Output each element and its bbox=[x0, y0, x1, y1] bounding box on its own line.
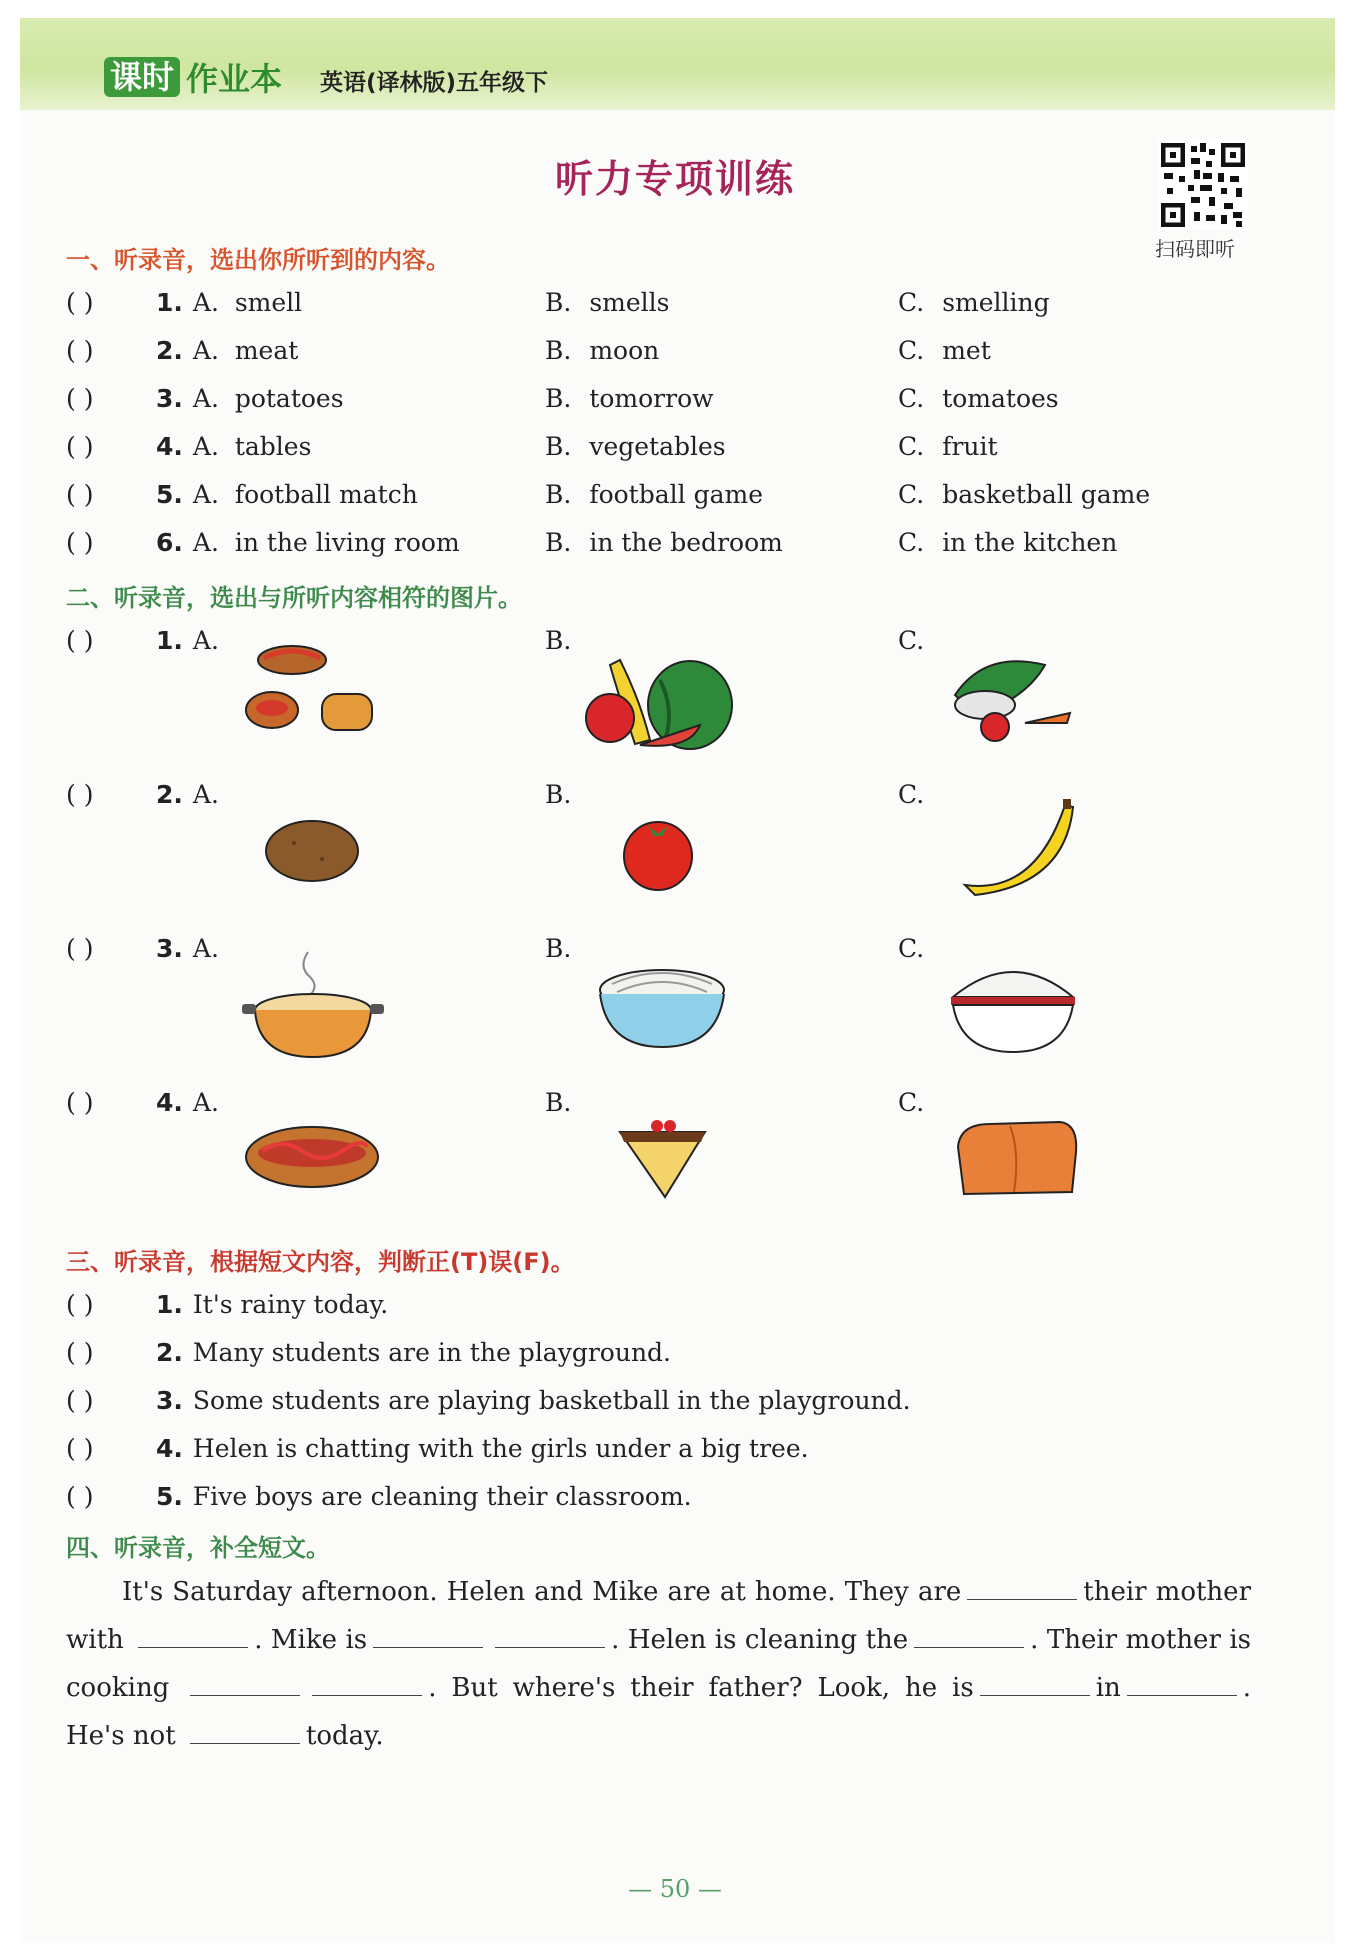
s1-item-2 bbox=[66, 336, 298, 365]
item-number: 6. bbox=[156, 528, 183, 557]
bread-picture[interactable] bbox=[950, 1112, 1080, 1200]
logo-right: 作业本 bbox=[186, 60, 283, 98]
item-number: 2. bbox=[156, 336, 183, 365]
option-letter: A. bbox=[192, 1088, 219, 1117]
page-title: 听力专项训练 bbox=[554, 157, 795, 201]
option-b-text: moon bbox=[589, 336, 660, 365]
fill-blank[interactable] bbox=[190, 1717, 300, 1744]
option-b-text: in the bedroom bbox=[589, 528, 783, 557]
item-number: 5. bbox=[156, 480, 183, 509]
answer-blank[interactable]: ( ) bbox=[66, 626, 94, 655]
qr-code-icon[interactable] bbox=[1158, 140, 1248, 230]
statement-text: Five boys are cleaning their classroom. bbox=[192, 1482, 692, 1511]
s1-option-c bbox=[898, 384, 1059, 413]
option-letter: B. bbox=[545, 384, 572, 413]
answer-blank[interactable]: ( ) bbox=[66, 384, 94, 413]
rice-picture[interactable] bbox=[943, 952, 1083, 1057]
hotdog-bread-picture[interactable] bbox=[240, 632, 390, 742]
subject-label: 英语(译林版)五年级下 bbox=[320, 70, 549, 96]
s2-item-3 bbox=[66, 934, 219, 963]
answer-blank[interactable]: ( ) bbox=[66, 1338, 94, 1367]
s1-option-b bbox=[545, 384, 714, 413]
tomato-picture[interactable] bbox=[617, 812, 699, 892]
s1-option-c bbox=[898, 288, 1050, 317]
logo-left: 课时 bbox=[104, 57, 180, 97]
item-number: 4. bbox=[156, 432, 183, 461]
item-number: 1. bbox=[156, 288, 183, 317]
option-letter: B. bbox=[545, 626, 572, 655]
fill-blank[interactable] bbox=[980, 1669, 1090, 1696]
noodles-picture[interactable] bbox=[592, 952, 732, 1052]
option-letter: A. bbox=[192, 384, 219, 413]
item-number: 2. bbox=[156, 780, 183, 809]
option-letter: C. bbox=[898, 336, 925, 365]
s1-option-b bbox=[545, 480, 763, 509]
s1-item-6 bbox=[66, 528, 460, 557]
s1-option-b bbox=[545, 288, 669, 317]
item-number: 3. bbox=[156, 1386, 183, 1415]
fill-blank[interactable] bbox=[138, 1621, 248, 1648]
section4-heading: 四、听录音，补全短文。 bbox=[66, 1534, 330, 1562]
answer-blank[interactable]: ( ) bbox=[66, 528, 94, 557]
passage-text: . Their mother is cooking bbox=[66, 1625, 1251, 1703]
passage-text: . Helen is cleaning the bbox=[611, 1625, 909, 1655]
s3-item-2 bbox=[66, 1338, 671, 1367]
s1-option-c bbox=[898, 480, 1150, 509]
option-letter: B. bbox=[545, 934, 572, 963]
option-letter: C. bbox=[898, 480, 925, 509]
answer-blank[interactable]: ( ) bbox=[66, 288, 94, 317]
option-letter: A. bbox=[192, 780, 219, 809]
passage-text: in bbox=[1095, 1673, 1121, 1703]
cake-picture[interactable] bbox=[615, 1112, 710, 1202]
answer-blank[interactable]: ( ) bbox=[66, 480, 94, 509]
item-number: 4. bbox=[156, 1434, 183, 1463]
answer-blank[interactable]: ( ) bbox=[66, 1386, 94, 1415]
fill-blank[interactable] bbox=[1127, 1669, 1237, 1696]
passage-text: It's Saturday afternoon. Helen and Mike are at home. They are bbox=[122, 1577, 962, 1607]
s3-item-3 bbox=[66, 1386, 911, 1415]
cloze-passage bbox=[66, 1568, 1251, 1760]
option-a-text: in the living room bbox=[234, 528, 460, 557]
fill-blank[interactable] bbox=[914, 1621, 1024, 1648]
s1-option-c bbox=[898, 528, 1117, 557]
option-b-text: football game bbox=[589, 480, 763, 509]
answer-blank[interactable]: ( ) bbox=[66, 1482, 94, 1511]
option-a-text: football match bbox=[234, 480, 418, 509]
passage-text: their mother with bbox=[66, 1577, 1251, 1655]
option-letter: C. bbox=[898, 528, 925, 557]
fill-blank[interactable] bbox=[190, 1669, 300, 1696]
qr-label: 扫码即听 bbox=[1155, 237, 1235, 261]
answer-blank[interactable]: ( ) bbox=[66, 1290, 94, 1319]
s1-item-3 bbox=[66, 384, 344, 413]
passage-text: . He's not bbox=[66, 1673, 1252, 1751]
s3-item-5 bbox=[66, 1482, 692, 1511]
s1-item-5 bbox=[66, 480, 418, 509]
statement-text: Some students are playing basketball in the playground. bbox=[192, 1386, 911, 1415]
option-c-text: met bbox=[942, 336, 991, 365]
item-number: 3. bbox=[156, 934, 183, 963]
s2-item-1 bbox=[66, 626, 219, 655]
item-number: 3. bbox=[156, 384, 183, 413]
option-c-text: in the kitchen bbox=[942, 528, 1118, 557]
fill-blank[interactable] bbox=[373, 1621, 483, 1648]
fill-blank[interactable] bbox=[312, 1669, 422, 1696]
option-letter: C. bbox=[898, 934, 925, 963]
vegetable-picture[interactable] bbox=[945, 645, 1085, 745]
passage-text: today. bbox=[305, 1721, 384, 1751]
option-letter: B. bbox=[545, 432, 572, 461]
option-b-text: vegetables bbox=[589, 432, 726, 461]
banana-picture[interactable] bbox=[955, 795, 1080, 900]
s1-option-b bbox=[545, 432, 726, 461]
item-number: 4. bbox=[156, 1088, 183, 1117]
answer-blank[interactable]: ( ) bbox=[66, 1434, 94, 1463]
option-c-text: basketball game bbox=[942, 480, 1151, 509]
option-letter: C. bbox=[898, 626, 925, 655]
s3-item-1 bbox=[66, 1290, 388, 1319]
passage-text: . But where's their father? Look, he is bbox=[428, 1673, 974, 1703]
s1-item-1 bbox=[66, 288, 302, 317]
option-letter: A. bbox=[192, 934, 219, 963]
option-c-text: tomatoes bbox=[942, 384, 1059, 413]
option-letter: B. bbox=[545, 480, 572, 509]
item-number: 2. bbox=[156, 1338, 183, 1367]
option-letter: C. bbox=[898, 432, 925, 461]
option-letter: A. bbox=[192, 432, 219, 461]
option-letter: C. bbox=[898, 288, 925, 317]
passage-text: . Mike is bbox=[254, 1625, 368, 1655]
hotdog-picture[interactable] bbox=[242, 1117, 382, 1193]
answer-blank[interactable]: ( ) bbox=[66, 432, 94, 461]
s1-option-c bbox=[898, 432, 998, 461]
statement-text: Many students are in the playground. bbox=[192, 1338, 671, 1367]
option-c-text: smelling bbox=[942, 288, 1050, 317]
statement-text: It's rainy today. bbox=[192, 1290, 389, 1319]
option-b-text: tomorrow bbox=[589, 384, 714, 413]
option-a-text: potatoes bbox=[234, 384, 344, 413]
statement-text: Helen is chatting with the girls under a big tree. bbox=[192, 1434, 809, 1463]
fill-blank[interactable] bbox=[967, 1573, 1077, 1600]
item-number: 1. bbox=[156, 626, 183, 655]
s2-item-2 bbox=[66, 780, 219, 809]
fill-blank[interactable] bbox=[495, 1621, 605, 1648]
brand-logo bbox=[104, 54, 282, 100]
option-letter: C. bbox=[898, 384, 925, 413]
option-letter: C. bbox=[898, 1088, 925, 1117]
option-letter: B. bbox=[545, 288, 572, 317]
s3-item-4 bbox=[66, 1434, 809, 1463]
option-letter: B. bbox=[545, 528, 572, 557]
section3-heading: 三、听录音，根据短文内容，判断正(T)误(F)。 bbox=[66, 1248, 575, 1276]
option-letter: C. bbox=[898, 780, 925, 809]
s1-option-c bbox=[898, 336, 991, 365]
option-a-text: meat bbox=[234, 336, 299, 365]
soup-picture[interactable] bbox=[238, 942, 388, 1064]
answer-blank[interactable]: ( ) bbox=[66, 336, 94, 365]
s2-item-4 bbox=[66, 1088, 219, 1117]
option-letter: A. bbox=[192, 480, 219, 509]
s1-item-4 bbox=[66, 432, 311, 461]
option-letter: B. bbox=[545, 1088, 572, 1117]
option-letter: A. bbox=[192, 626, 219, 655]
s1-option-b bbox=[545, 336, 659, 365]
potato-picture[interactable] bbox=[260, 815, 364, 887]
answer-blank[interactable]: ( ) bbox=[66, 780, 94, 809]
option-a-text: tables bbox=[234, 432, 312, 461]
option-letter: B. bbox=[545, 780, 572, 809]
option-b-text: smells bbox=[589, 288, 670, 317]
s1-option-b bbox=[545, 528, 783, 557]
section1-heading: 一、听录音，选出你所听到的内容。 bbox=[66, 246, 450, 274]
option-letter: A. bbox=[192, 528, 219, 557]
answer-blank[interactable]: ( ) bbox=[66, 1088, 94, 1117]
fruit-picture[interactable] bbox=[580, 640, 740, 755]
option-letter: A. bbox=[192, 288, 219, 317]
option-c-text: fruit bbox=[942, 432, 998, 461]
page-number: — 50 — bbox=[628, 1875, 722, 1903]
section2-heading: 二、听录音，选出与所听内容相符的图片。 bbox=[66, 584, 522, 612]
item-number: 1. bbox=[156, 1290, 183, 1319]
item-number: 5. bbox=[156, 1482, 183, 1511]
option-letter: A. bbox=[192, 336, 219, 365]
option-a-text: smell bbox=[234, 288, 303, 317]
option-letter: B. bbox=[545, 336, 572, 365]
answer-blank[interactable]: ( ) bbox=[66, 934, 94, 963]
